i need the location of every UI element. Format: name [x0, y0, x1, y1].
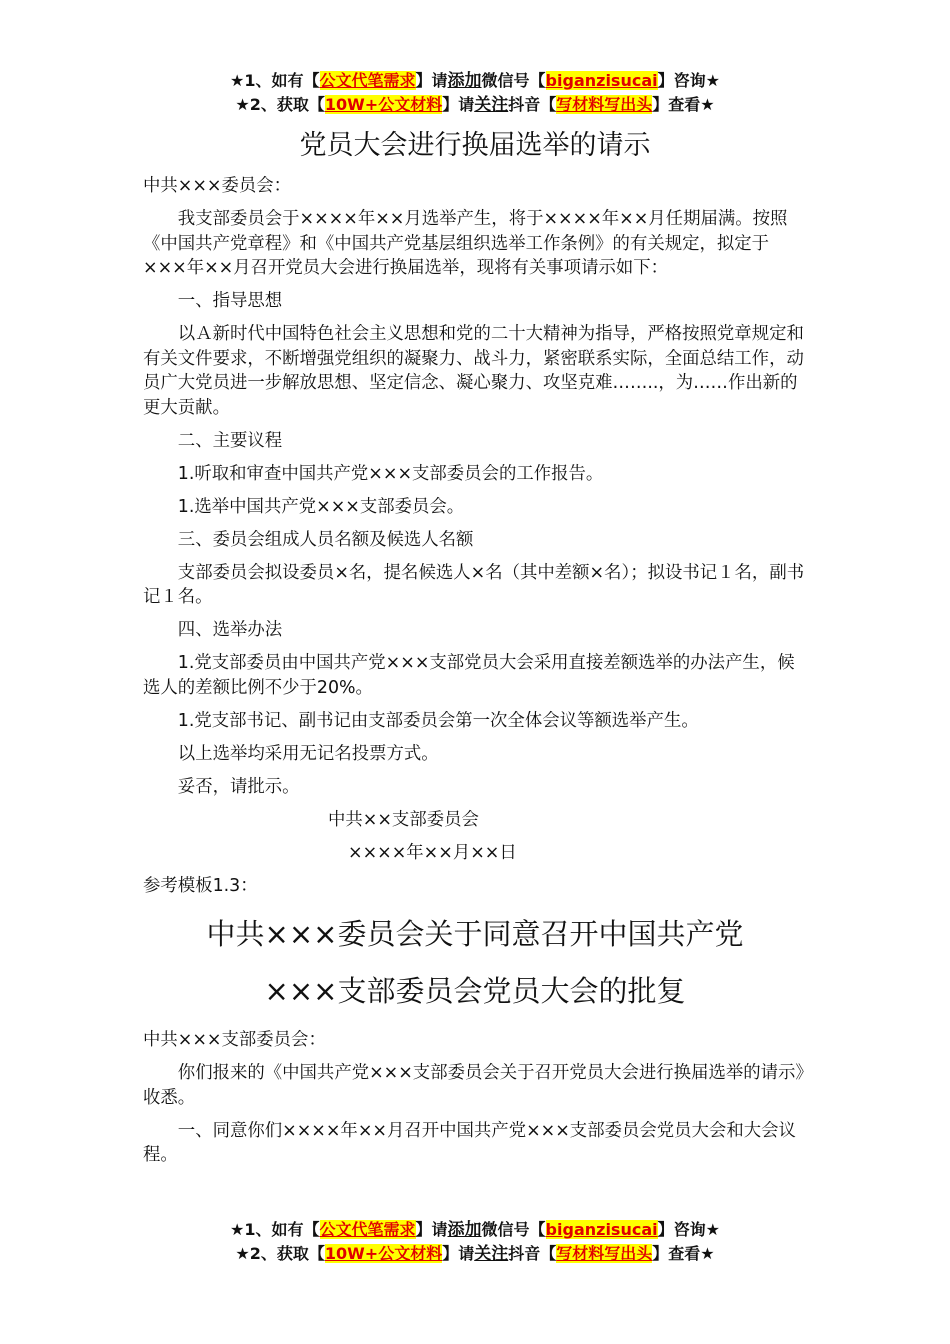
promo-underline: 添加: [447, 1220, 482, 1240]
section-heading: 三、委员会组成人员名额及候选人名额: [177, 529, 474, 550]
promo-text: 】咨询★: [657, 71, 720, 90]
section-heading: 二、主要议程: [177, 430, 283, 451]
paragraph: 以上选举均采用无记名投票方式。: [177, 743, 439, 764]
promo-underline: 关注: [474, 95, 509, 115]
reference-label: 参考模板1.3：: [143, 875, 258, 896]
paragraph: 1.听取和审查中国共产党×××支部委员会的工作报告。: [177, 463, 604, 484]
promo-text: 】请: [415, 1220, 448, 1239]
wechat-id: biganzisucai: [545, 71, 658, 90]
promo-highlight: 10W+公文材料: [324, 95, 443, 114]
paragraph: 以Ａ新时代中国特色社会主义思想和党的二十大精神为指导，严格按照党章规定和有关文件要求，不断增强党组织的凝聚力、战斗力，紧密联系实际，全面总结工作，动员广大党员进一步解放思想、坚定信念、凝心聚力、攻坚克难……..，为……作出新的更大贡献。: [143, 324, 804, 418]
promo-text: 】请: [442, 95, 475, 114]
promo-footer-line-1: [0, 1218, 950, 1242]
promo-highlight: 10W+公文材料: [324, 1244, 443, 1263]
doc1-salutation: 中共×××委员会：: [143, 176, 292, 196]
promo-highlight: 公文代笔需求: [319, 1220, 416, 1239]
paragraph: 1.党支部委员由中国共产党×××支部党员大会采用直接差额选举的办法产生，候选人的差额比例不少于20%。: [143, 653, 795, 698]
paragraph: 1.选举中国共产党×××支部委员会。: [177, 496, 465, 517]
promo-text: 】查看★: [652, 95, 715, 114]
doc2-title-line-1: 中共×××委员会关于同意召开中国共产党: [206, 917, 744, 951]
date: ××××年××月××日: [348, 842, 517, 863]
signature: 中共××支部委员会: [328, 809, 479, 830]
document-body: [143, 128, 807, 1176]
promo-text: 抖音【: [508, 1244, 557, 1263]
doc2-title-line-2: ×××支部委员会党员大会的批复: [264, 974, 686, 1008]
promo-text: ★2、获取【: [235, 1244, 325, 1263]
section-heading: 一、指导思想: [177, 291, 283, 311]
paragraph: 妥否，请批示。: [177, 776, 300, 797]
douyin-id: 写材料写出头: [556, 95, 653, 114]
promo-footer-line-2: [0, 1242, 950, 1266]
promo-underline: 关注: [474, 1244, 509, 1264]
paragraph: 你们报来的《中国共产党×××支部委员会关于召开党员大会进行换届选举的请示》收悉。: [143, 1063, 805, 1108]
doc1-title: 党员大会进行换届选举的请示: [299, 130, 651, 161]
promo-text: 微信号【: [481, 71, 546, 90]
promo-text: 】请: [415, 71, 448, 90]
promo-underline: 添加: [447, 71, 482, 91]
promo-line-2: [0, 93, 950, 117]
promo-text: ★2、获取【: [235, 95, 325, 114]
promo-text: 微信号【: [481, 1220, 546, 1239]
promo-text: 】咨询★: [657, 1220, 720, 1239]
paragraph: 支部委员会拟设委员×名，提名候选人×名（其中差额×名）；拟设书记１名，副书记１名。: [143, 562, 805, 607]
promo-line-1: [0, 69, 950, 93]
promo-text: 】查看★: [652, 1244, 715, 1263]
paragraph: 我支部委员会于××××年××月选举产生，将于××××年××月任期届满。按照《中国共产党章程》和《中国共产党基层组织选举工作条例》的有关规定，拟定于×××年××月召开党员大会进行换届选举，现将有关事项请示如下：: [143, 209, 788, 278]
promo-text: 】请: [442, 1244, 475, 1263]
section-heading: 四、选举办法: [177, 620, 283, 640]
douyin-id: 写材料写出头: [556, 1244, 653, 1263]
paragraph: 1.党支部书记、副书记由支部委员会第一次全体会议等额选举产生。: [177, 710, 699, 731]
promo-text: ★1、如有【: [230, 71, 320, 90]
promo-text: ★1、如有【: [230, 1220, 320, 1239]
paragraph: 一、同意你们××××年××月召开中国共产党×××支部委员会党员大会和大会议程。: [143, 1120, 796, 1165]
doc2-salutation: 中共×××支部委员会：: [143, 1030, 326, 1050]
promo-highlight: 公文代笔需求: [319, 71, 416, 90]
promo-text: 抖音【: [508, 95, 557, 114]
wechat-id: biganzisucai: [545, 1220, 658, 1239]
